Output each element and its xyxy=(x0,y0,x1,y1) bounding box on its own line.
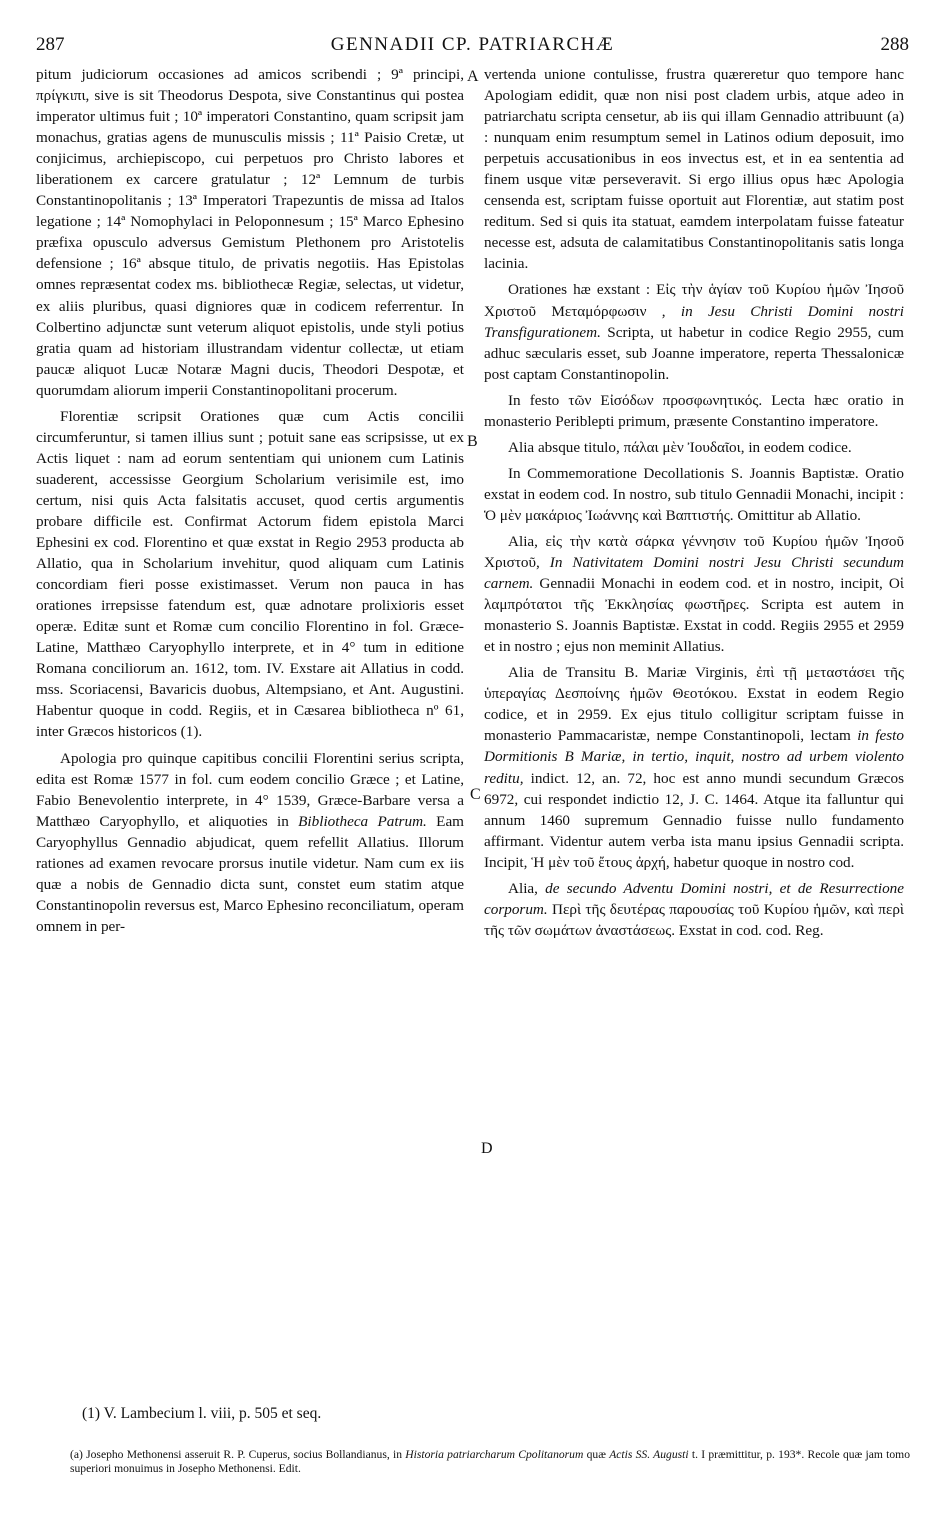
nativitas-italic: In Nativitatem Domini nostri Jesu Christi secundum carnem. xyxy=(484,554,904,593)
apologia-text-a: Apologia pro quinque capitibus concilii Florentini serius scripta, edita est Romæ 1577 in fol. cum eodem concilio Græce ; et Latine, Fabio Benevolentio interprete, in 4° 1539, Græce-Barbare versa a Matthæo Caryophyllo, et aliquoties in xyxy=(36,749,464,830)
paragraph-epistolae: pitum judiciorum occasiones ad amicos scribendi ; 9ª principi, πρίγκιπι, sive is sit Theodorus Despota, sive Constantinus qui postea imperator ultimus fuit ; 10ª imperatori Constantino, quam scripsit jam monachus, gratias agens de munusculis missis ; 11ª Paisio Cretæ, ut conjicimus, archiepiscopo, cui perpetuos pro Christo labores et liberationem ex carcere gratulatur ; 12ª Lemnum de turbis Constantinopolitanis ; 13ª Imperatori Trapezuntis de missa ad Italos legatione ; 14ª Nomophylaci in Peloponnesum ; 15ª Marco Ephesino præfixa opusculo adversus Gemistum Plethonem pro Aristotelis defensione ; 16ª absque titulo, de privatis negotiis. Has Epistolas omnes repræsentat codex ms. bibliothecæ Regiæ, selectas, ut videtur, ex aliis pluribus, quasi digniores quæ in codicem referrentur. In Colbertino adjunctæ sunt veterum aliquot epistolis, unde styli potius gratia quam ad historiam illustrandam videntur collectæ, ut etiam paucæ aliquot Lucæ Notaræ Magni ducis, Theodori Despotæ, et quorumdam aliorum imperii Constantinopolitani procerum. xyxy=(36,66,464,399)
footnote-lambecius: (1) V. Lambecium l. viii, p. 505 et seq. xyxy=(82,1405,322,1422)
running-header xyxy=(36,34,909,64)
paragraph-nativitas xyxy=(484,531,904,657)
adventus-text-a: Alia, xyxy=(508,879,546,897)
paragraph-orationes-florentiae: Florentiæ scripsit Orationes quæ cum Actis concilii circumferuntur, si tamen illius sunt ; potuit sane eas scripsisse, ut ex Actis liquet : nam ad eorum sententiam qui unionem cum Latinis suaderent, accessisse Georgium Scholarium verisimile est, imo certum, nisi quis Acta falsitatis accuset, quod certis argumentis probare difficile est. Confirmat Actorum fidem epistola Marci Ephesini ex cod. Florentino et quæ exstat in Regio 2953 producta ab Allatio, qua in Scholarium invehitur, quod aliquam cum Latinis concordiam fieri posse existimasset. Verum non pauca in has orationes irrepsisse fatendum est, quæ adnotare prolixioris esset operæ. Editæ sunt et Romæ cum concilio Florentino in fol. Græce-Latine, Matthæo Caryophyllo interprete, et in 4° tum in editione Romana conciliorum an. 1612, tom. IV. Exstare ait Allatius in codd. mss. Scoriacensi, Bavaricis duobus, Altempsiano, et Ant. Augustini. Habentur quoque in codd. Regiis, et in Cæsarea bibliotheca nº 61, inter Græcos historicos (1). xyxy=(36,407,464,741)
footnote-ed-italic-2: Actis SS. Augusti xyxy=(609,1448,689,1461)
margin-letter-c: C xyxy=(470,786,481,803)
adventus-text-b: Περὶ τῆς δευτέρας παρουσίας τοῦ Κυρίου ἡμῶν, καὶ περὶ τῆς τῶν σωμάτων ἀναστάσεως. Exstat in cod. cod. Reg. xyxy=(484,900,904,939)
paragraph-festo-eisodon: In festo τῶν Εἰσόδων προσφωνητικός. Lecta hæc oratio in monasterio Periblepti primum, præsente Constantino imperatore. xyxy=(484,391,904,430)
margin-letter-b: B xyxy=(467,433,478,450)
apologia-italic: Bibliotheca Patrum. xyxy=(298,812,427,830)
transfiguratio-italic: in Jesu Christi Domini nostri Transfigurationem. xyxy=(484,302,904,341)
nativitas-text-b: Gennadii Monachi in eodem cod. et in nostro, incipit, Οἱ λαμπρότατοι τῆς Ἐκκλησίας φωστῆρες. Scripta est autem in monasterio S. Joannis Baptistæ. Exstat in codd. Regiis 2955 et 2959 et in nostro ; ejus non meminit Allatius. xyxy=(484,575,904,656)
apologia-text-b: Eam Caryophyllus Gennadio abjudicat, quem refellit Allatius. Illorum rationes ad examen revocare prorsus inutile videtur. Nam cum ex iis quæ a nobis de Gennadio dicta sunt, constet eum statim atque Constantinopolin reversus est, Marco Ephesino reconciliatum, operam omnem in per- xyxy=(36,812,464,935)
paragraph-adventus xyxy=(484,878,904,941)
running-title: GENNADII CP. PATRIARCHÆ xyxy=(330,34,615,55)
paragraph-decollatio: In Commemoratione Decollationis S. Joannis Baptistæ. Oratio exstat in eodem cod. In nostro, sub titulo Gennadii Monachi, incipit : Ὁ μὲν μακάριος Ἰωάννης καὶ Βαπτιστής. Omittitur ab Allatio. xyxy=(484,464,904,524)
adventus-italic: de secundo Adventu Domini nostri, et de Resurrectione corporum. xyxy=(484,879,904,918)
footnote-ed-text-b: quæ xyxy=(583,1448,610,1461)
transfiguratio-text-a: Orationes hæ exstant : Εἰς τὴν ἁγίαν τοῦ Κυρίου ἡμῶν Ἰησοῦ Χριστοῦ Μεταμόρφωσιν , xyxy=(484,281,904,320)
left-column xyxy=(36,64,464,937)
paragraph-transfiguratio xyxy=(484,279,904,384)
nativitas-text-a: Alia, εἰς τὴν κατὰ σάρκα γέννησιν τοῦ Κυρίου ἡμῶν Ἰησοῦ Χριστοῦ, xyxy=(484,532,904,572)
footnote-editor xyxy=(70,1448,910,1476)
footnote-ed-text-a: (a) Josepho Methonensi asseruit R. P. Cuperus, socius Bollandianus, in xyxy=(70,1448,406,1461)
right-column xyxy=(484,64,904,941)
transitus-text-b: indict. 12, an. 72, hoc est anno mundi secundum Græcos 6972, cui respondet indictio 12, J. C. 1464. Atque ita falluntur qui annum 1460 supremum Gennadio fuisse nullo fundamento affirmant. Videntur autem verba ista manu ipsius Gennadii scripta. Incipit, Ἡ μὲν τοῦ ἔτους ἀρχή, habetur quoque in nostro cod. xyxy=(484,769,904,871)
page-number-right: 288 xyxy=(880,34,909,55)
page-number-left: 287 xyxy=(36,34,65,55)
footnote-ed-italic-1: Historia patriarcharum Cpolitanorum xyxy=(405,1448,584,1461)
paragraph-unione: vertenda unione contulisse, frustra quæreretur quo tempore hanc Apologiam edidit, quæ non nisi post cladem urbis, atque adeo in patriarchatu scripta censetur, ab iis qui illam Gennadio attribuunt (a) : nunquam enim resumptum semel in Latinos odium deposuit, imo perpetuis accusationibus in eos invectus est, et in ea sententia ad finem usque vitæ perseveravit. Si ergo illius opus hæc Apologia censenda est, scriptam fuisse oportuit aut Florentiæ, aut statim post reditum. Sed si quis ita statuat, eamdem interpolatam fuisse fateatur necesse est, adsuta de calamitatibus Constantinopolitanis satis longa lacinia. xyxy=(484,66,904,273)
margin-letter-d: D xyxy=(481,1140,493,1157)
transitus-italic: in festo Dormitionis B Mariæ, in tertio, inquit, nostro ad urbem violento reditu, xyxy=(484,727,904,787)
paragraph-apologia xyxy=(36,748,464,937)
footnote-ed-text-c: t. I præmittitur, p. 193*. Recole quæ jam tomo superiori monuimus in Josepho Methonensi. Edit. xyxy=(70,1448,910,1475)
margin-letter-a: A xyxy=(467,68,479,85)
paragraph-alia-absque: Alia absque titulo, πάλαι μὲν Ἰουδαῖοι, in eodem codice. xyxy=(508,438,852,456)
transfiguratio-text-b: Scripta, ut habetur in codice Regio 2955, cum adhuc sæcularis esset, sub Joanne imperatore, reperta Thessalonicæ post captam Constantinopolin. xyxy=(484,323,904,383)
paragraph-transitus xyxy=(484,662,904,872)
transitus-text-a: Alia de Transitu B. Mariæ Virginis, ἐπὶ τῇ μεταστάσει τῆς ὑπεραγίας Δεσποίνης ἡμῶν Θεοτόκου. Exstat in eodem Regio codice, et in 2959. Ex ejus titulo colligitur scriptam fuisse in monasterio Pammacaristæ, nempe Constantinopoli, lectam xyxy=(484,664,904,745)
